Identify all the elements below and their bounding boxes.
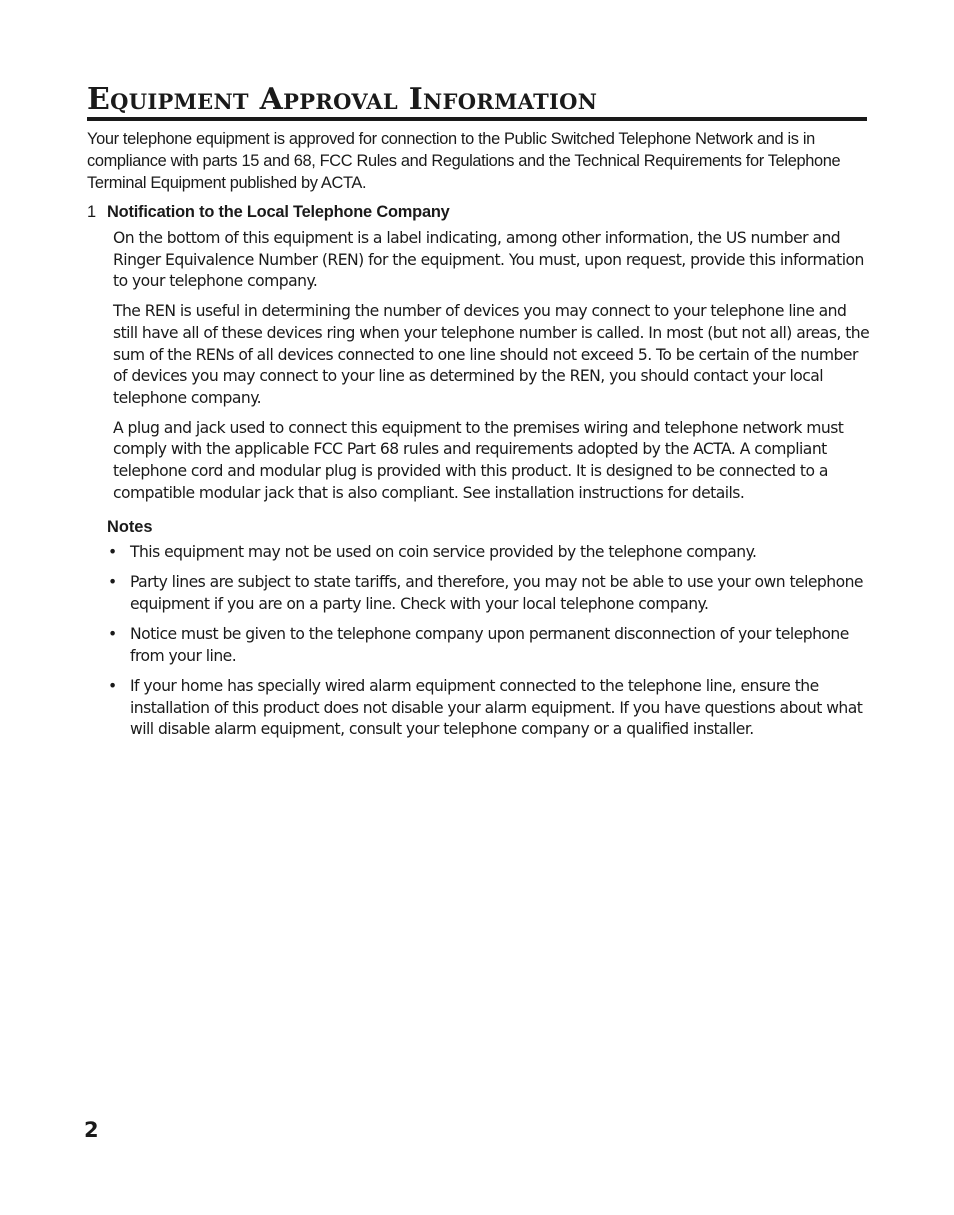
section-title: Notification to the Local Telephone Company: [107, 203, 450, 221]
list-item: [87, 676, 872, 741]
list-item: [87, 542, 872, 564]
note-text: If your home has specially wired alarm equipment connected to the telephone line, ensure the installation of this product does not disable your alarm equipment. If you have questions about what will disable alarm equipment, consult your telephone company or a qualified installer.: [130, 676, 863, 739]
body-paragraph-label-info: On the bottom of this equipment is a label indicating, among other information, the US number and Ringer Equivalence Number (REN) for the equipment. You must, upon request, provide this information to your telephone company.: [113, 229, 864, 291]
note-text: Party lines are subject to state tariffs, and therefore, you may not be able to use your own telephone equipment if you are on a party line. Check with your local telephone company.: [130, 573, 863, 614]
list-item: [87, 572, 872, 615]
section-heading: [87, 201, 872, 223]
page-title: Equipment Approval Information: [87, 82, 598, 117]
note-text: This equipment may not be used on coin service provided by the telephone company.: [130, 543, 757, 562]
section-number: 1: [87, 203, 97, 221]
note-text: Notice must be given to the telephone company upon permanent disconnection of your telephone from your line.: [130, 625, 849, 665]
notes-heading: Notes: [107, 518, 153, 537]
bullet-icon: •: [108, 543, 117, 562]
intro-paragraph: Your telephone equipment is approved for connection to the Public Switched Telephone Network and is in compliance with parts 15 and 68, FCC Rules and Regulations and the Technical Requirements for Telephone Terminal Equipment published by ACTA.: [87, 130, 841, 192]
title-rule: [87, 117, 867, 121]
bullet-icon: •: [108, 676, 117, 695]
section-notification: [87, 201, 872, 749]
bullet-icon: •: [108, 573, 117, 592]
page-number: 2: [84, 1118, 99, 1142]
list-item: [87, 624, 872, 667]
body-paragraph-ren: The REN is useful in determining the number of devices you may connect to your telephone line and still have all of these devices ring when your telephone number is called. In most (but not all) areas, the sum of the RENs of all devices connected to one line should not exceed 5. To be certain of the number of devices you may connect to your line as determined by the REN, you should contact your local telephone company.: [113, 302, 870, 407]
notes-list: [87, 542, 872, 741]
bullet-icon: •: [108, 625, 117, 644]
body-paragraph-plug-jack: A plug and jack used to connect this equipment to the premises wiring and telephone network must comply with the applicable FCC Part 68 rules and requirements adopted by the ACTA. A compliant telephone cord and modular plug is provided with this product. It is designed to be connected to a compatible modular jack that is also compliant. See installation instructions for details.: [113, 418, 844, 502]
